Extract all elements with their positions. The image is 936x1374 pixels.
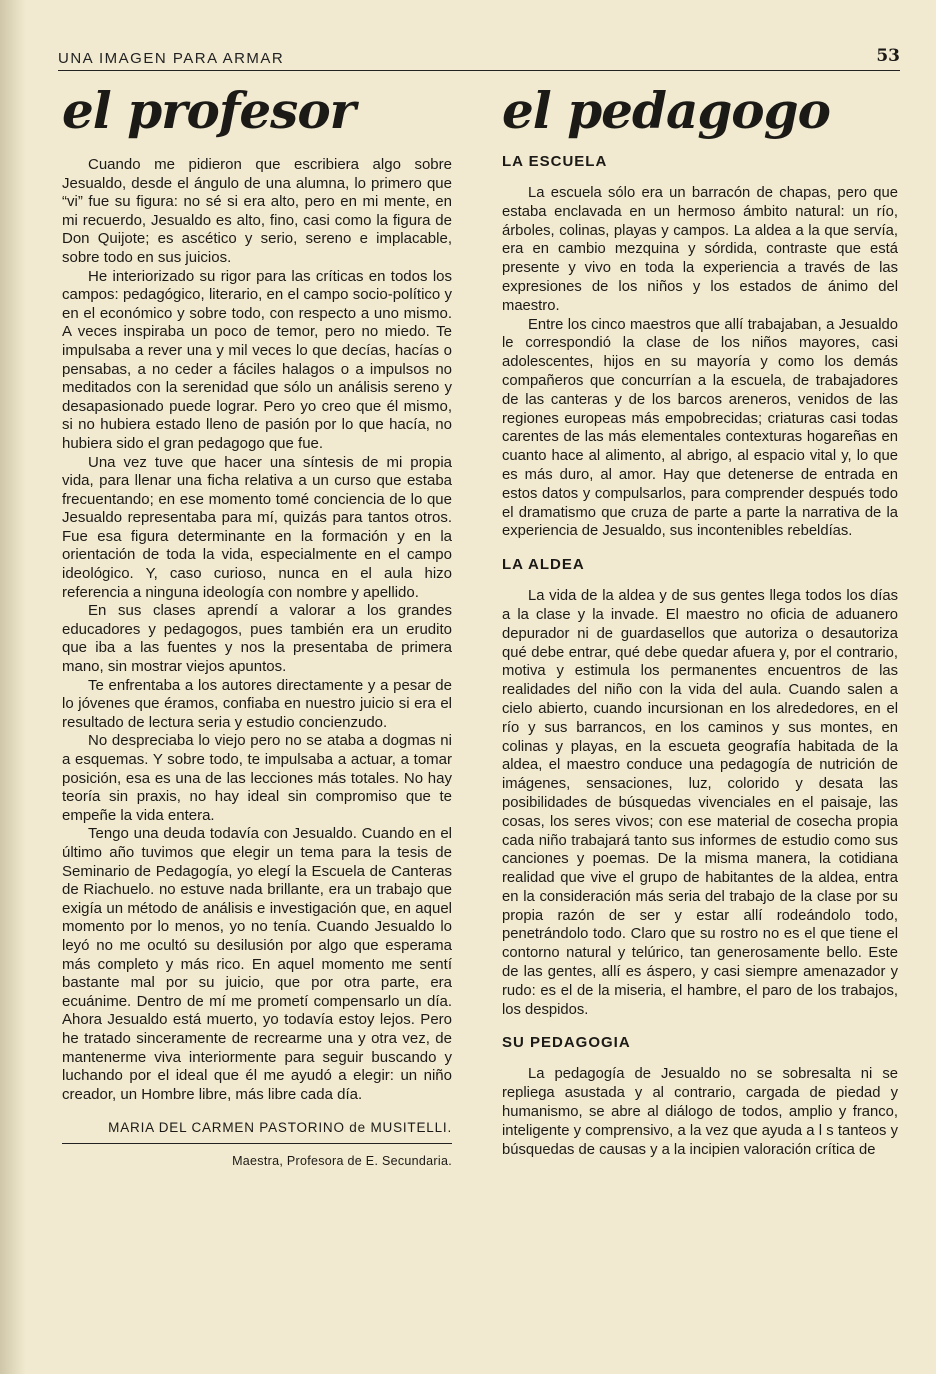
section-title: UNA IMAGEN PARA ARMAR bbox=[58, 50, 285, 67]
body-paragraph: Cuando me pidieron que escribiera algo sobre Jesualdo, desde el ángulo de una alumna, lo primero que “vi” fue su figura: no sé si era alto, pero en mi mente, en mi recuerdo, Jesualdo es alto, fino, casi como la figura de Don Quijote; es ascético y serio, sereno e implacable, sobre todo en sus juicios. bbox=[62, 156, 452, 266]
page-number: 53 bbox=[876, 46, 900, 66]
body-paragraph: Te enfrentaba a los autores directamente y a pesar de lo jóvenes que éramos, confiaba en nuestro juicio si era el resultado de lectura seria y estudio concienzudo. bbox=[62, 676, 452, 731]
body-paragraph: Tengo una deuda todavía con Jesualdo. Cuando en el último año tuvimos que elegir un tema para la tesis de Seminario de Pedagogía, yo elegí la Escuela de Canteras de Riachuelo. no estuve nada brillante, era un trabajo que exigía un método de análisis e investigación que, en aquel momento por lo menos, yo no tenía. Cuando Jesualdo lo leyó no me ocultó su desilusión por algo que esperama más completo y más rico. En aquel momento me sentí bastante mal por su juicio, que por otra parte, era ecuánime. Dentro de mí me prometí compensarlo un día. Ahora Jesualdo está muerto, yo todavía estoy lejos. Pero he tratado sinceramente de recrearme una y otra vez, de mantenerme viva interiormente para seguir buscando y luchando por el ideal que él me ayudó a elegir: un niño creador, un Hombre libre, más libre cada día. bbox=[62, 825, 452, 1103]
subheading-la-escuela: LA ESCUELA bbox=[502, 153, 608, 170]
left-article-title: el profesor bbox=[62, 81, 356, 140]
body-paragraph: He interiorizado su rigor para las críticas en todos los campos: pedagógico, literario, en el campo socio-político y en el económico y sobre todo, con respecto a uno mismo. A veces inspiraba un poco de temor, pero no miedo. Te impulsaba a rever una y mil veces lo que decías, hacías o pensabas, a no ceder a fáciles halagos o a impulsos no meditados con la serenidad que sólo un análisis sereno y desapasionado puede lograr. Pero yo creo que él mismo, si no hubiera estado lleno de pasión por lo que hacía, no hubiera sido el gran pedagogo que fue. bbox=[62, 267, 452, 452]
body-paragraph: La vida de la aldea y de sus gentes llega todos los días a la clase y la invade. El maestro no oficia de aduanero depurador ni de guardasellos que autoriza o desautoriza qué debe entrar, qué debe quedar afuera y, por el contrario, motiva y estimula los permanentes encuentros de las realidades del niño con la vida del aula. Cuando salen a cielo abierto, cuando incursionan en los alrededores, en el río y sus barrancos, en los caminos y sus montes, en colinas y playas, en la escueta geografía habitada de la aldea, el maestro conduce una pedagogía de nutrición de imágenes, sensaciones, luz, colorido y desata las posibilidades de búsquedas vivenciales en el paisaje, las cosas, los seres vivos; con ese material de cosecha propia cada niño trabajará tanto sus informes de estudio como sus canciones y poemas. De la misma manera, la cotidiana realidad que vive el grupo de habitantes de la aldea, entra en la consideración más seria del trabajo de la clase por su propia razón de ser y estar allí rodeándolo todo, penetrándolo todo. Claro que su rostro no es el que tiene el contorno natural y telúrico, tan generosamente bello. Este de las gentes, allí es áspero, y casi siempre amenazador y rudo: es el de la miseria, el hambre, el paro de los trabajos, los despidos. bbox=[502, 588, 898, 1018]
subheading-la-aldea: LA ALDEA bbox=[502, 556, 585, 574]
page-binding-edge bbox=[0, 0, 26, 1374]
body-paragraph: No despreciaba lo viejo pero no se ataba a dogmas ni a esquemas. Y sobre todo, te impulsaba a actuar, a tomar posición, esa es una de las lecciones más totales. No hay teoría sin praxis, no hay ideal sin compromiso que te empeñe la vida entera. bbox=[62, 732, 452, 824]
body-paragraph: Entre los cinco maestros que allí trabajaban, a Jesualdo le correspondió la clase de los niños mayores, casi adolescentes, hijos en su mayoría y como los demás compañeros que concurrían a la escuela, de trabajadores de las canteras y de los barcos areneros, venidos de las regiones europeas más empobrecidas; criaturas casi todas carentes de las más elementales contexturas hogareñas en cuanto hace al alimento, al abrigo, al espacio vital y, lo que es más duro, al amor. Hay que detenerse de entrada en estos datos y compulsarlos, para comprender después todo el dramatismo que cruza de parte a parte la narrativa de la experiencia de Jesualdo, sus incontenibles rebeldías. bbox=[502, 316, 898, 540]
right-article-title: el pedagogo bbox=[502, 81, 830, 140]
running-header bbox=[58, 46, 900, 71]
body-paragraph: En sus clases aprendí a valorar a los grandes educadores y pedagogos, pues también era un erudito que iba a las fuentes y nos la presentaba de primera mano, sin mostrar viejos apuntos. bbox=[62, 602, 452, 676]
left-article bbox=[62, 78, 452, 1168]
right-article bbox=[502, 78, 898, 1159]
body-paragraph: La pedagogía de Jesualdo no se sobresalta ni se repliega asustada y al contrario, cargada de piedad y humanismo, se abre al diálogo de todos, amplio y franco, inteligente y comprensivo, a la vez que ayuda a l s tanteos y búsquedas de causas y a la incipien valoración crítica de bbox=[502, 1066, 898, 1158]
author-signature: MARIA DEL CARMEN PASTORINO de MUSITELLI. bbox=[62, 1120, 452, 1144]
body-paragraph: La escuela sólo era un barracón de chapas, pero que estaba enclavada en un hermoso ámbito natural: un río, árboles, colinas, playas y campos. La aldea a la que servía, era en cambio mezquina y sórdida, contraste que está presente y vivo en toda la experiencia a través de las expresiones de los niños y los estados de ánimo del maestro. bbox=[502, 185, 898, 314]
body-paragraph: Una vez tuve que hacer una síntesis de mi propia vida, para llenar una ficha relativa a un curso que estaba frecuentando; en ese momento tomé conciencia de lo que Jesualdo representaba para mí, quizás para tantos otros. Fue esa figura determinante en la formación y en la orientación de toda la vida, especialmente en el campo ideológico. Y, caso curioso, nunca en el aula hizo referencia a ninguna ideología con nombre y apellido. bbox=[62, 453, 452, 601]
author-credential: Maestra, Profesora de E. Secundaria. bbox=[232, 1154, 452, 1169]
subheading-su-pedagogia: SU PEDAGOGIA bbox=[502, 1034, 631, 1052]
